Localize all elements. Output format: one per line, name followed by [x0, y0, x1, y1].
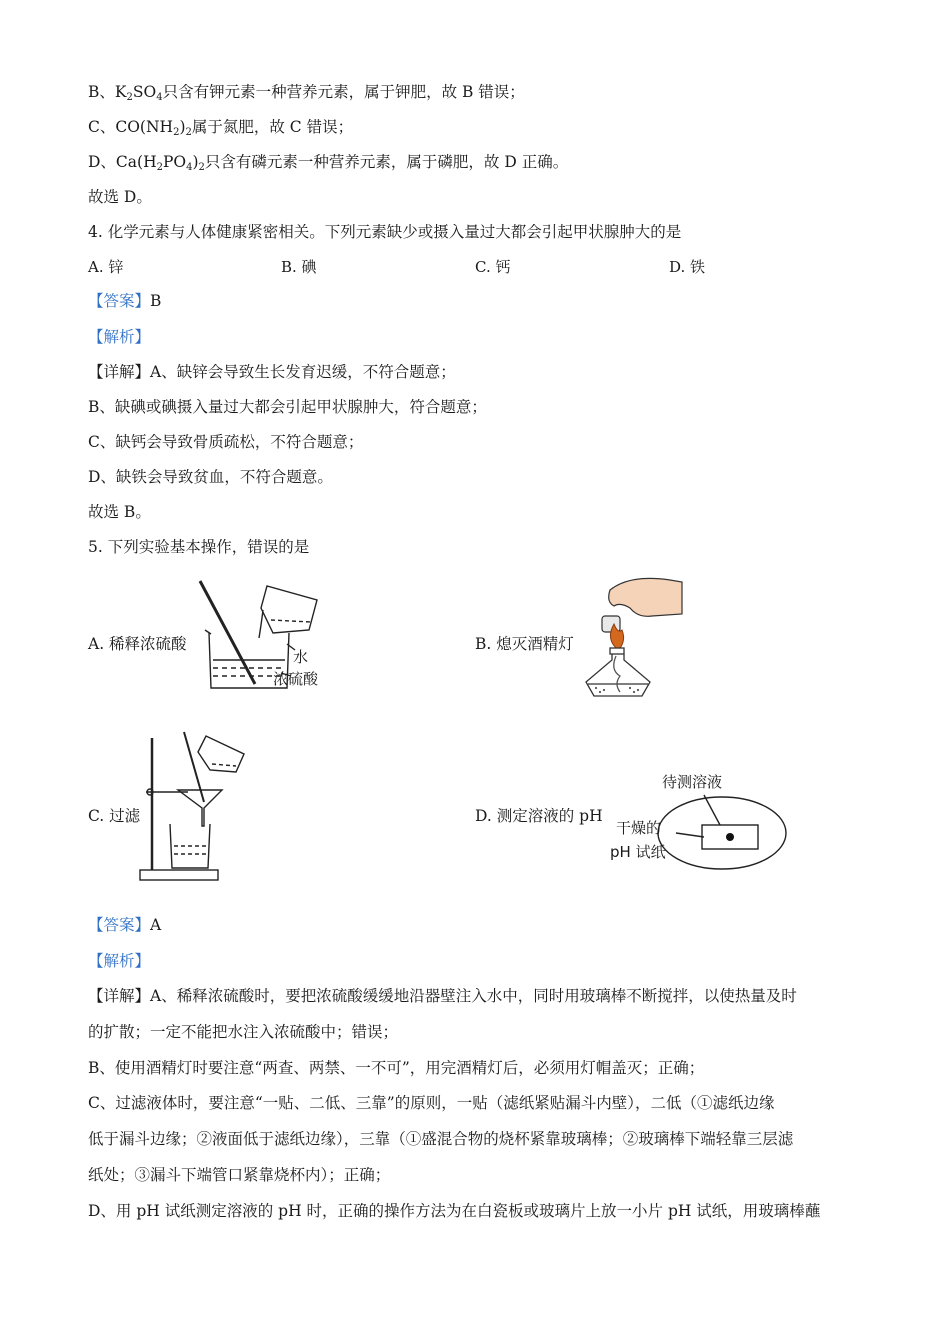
q5-analysis-tag: 【解析】: [88, 952, 151, 970]
q4-answer: [88, 290, 161, 312]
q5-option-c-label: C. 过滤: [88, 807, 141, 825]
answer-tag: 【答案】: [88, 292, 151, 310]
answer-value: B: [150, 292, 162, 310]
q5-stem: 5. 下列实验基本操作，错误的是: [88, 538, 310, 556]
answer-tag: 【答案】: [88, 916, 151, 934]
q4-stem: 4. 化学元素与人体健康紧密相关。下列元素缺少或摄入量过大都会引起甲状腺肿大的是: [88, 223, 682, 241]
label-ph-paper: pH 试纸: [610, 843, 666, 861]
figure-alcohol-lamp: [580, 572, 690, 697]
label-test-solution: 待测溶液: [662, 773, 723, 791]
q5-detail-d-1: D、用 pH 试纸测定溶液的 pH 时，正确的操作方法为在白瓷板或玻璃片上放一小片 pH 试纸，用玻璃棒蘸: [88, 1202, 821, 1220]
q3-option-c-explanation: C、$CO(NH_2)_2$属于氮肥，故 C 错误；: [88, 118, 354, 138]
q4-detail-c: C、缺钙会导致骨质疏松，不符合题意；: [88, 433, 364, 451]
q5-answer: [88, 914, 161, 936]
q5-detail-a-1: 【详解】A、稀释浓硫酸时，要把浓硫酸缓缓地沿器壁注入水中，同时用玻璃棒不断搅拌，以使热量及时: [88, 987, 797, 1005]
q3-option-b-explanation: B、$K_2SO_4$只含有钾元素一种营养元素，属于钾肥，故 B 错误；: [88, 83, 525, 103]
q4-analysis-tag: 【解析】: [88, 328, 151, 346]
label-water: 水: [293, 648, 309, 666]
figure-dilute-acid: [195, 578, 335, 693]
q5-option-a-label: A. 稀释浓硫酸: [88, 635, 187, 653]
q3-conclusion: 故选 D。: [88, 188, 152, 206]
q4-detail-a: 【详解】A、缺锌会导致生长发育迟缓，不符合题意；: [88, 363, 456, 381]
answer-value: A: [150, 916, 162, 934]
q5-detail-a-2: 的扩散；一定不能把水注入浓硫酸中；错误；: [88, 1023, 399, 1041]
q4-option-c: C. 钙: [475, 258, 511, 276]
q4-conclusion: 故选 B。: [88, 503, 151, 521]
q5-option-d-label: D. 测定溶液的 pH: [475, 807, 603, 825]
figure-ph-test: [610, 765, 790, 870]
detail-tag: 【详解】: [88, 987, 151, 1005]
label-dry: 干燥的: [616, 819, 662, 837]
detail-tag: 【详解】: [88, 363, 151, 381]
q5-detail-c-2: 低于漏斗边缘；②液面低于滤纸边缘），三靠（①盛混合物的烧杯紧靠玻璃棒；②玻璃棒下端轻靠三层滤: [88, 1130, 794, 1148]
q4-option-a: A. 锌: [88, 258, 124, 276]
q4-detail-d: D、缺铁会导致贫血，不符合题意。: [88, 468, 333, 486]
q4-option-b: B. 碘: [281, 258, 317, 276]
label-concentrated-acid: 浓硫酸: [273, 670, 319, 688]
figure-filtration: [140, 728, 250, 883]
q5-option-b-label: B. 熄灭酒精灯: [475, 635, 574, 653]
hand-icon: [609, 578, 682, 616]
q4-detail-b: B、缺碘或碘摄入量过大都会引起甲状腺肿大，符合题意；: [88, 398, 487, 416]
q4-option-d: D. 铁: [669, 258, 706, 276]
q5-detail-c-3: 纸处；③漏斗下端管口紧靠烧杯内）；正确；: [88, 1166, 391, 1184]
q5-detail-b: B、使用酒精灯时要注意“两查、两禁、一不可”，用完酒精灯后，必须用灯帽盖灭；正确；: [88, 1059, 705, 1077]
q3-option-d-explanation: D、$Ca(H_2PO_4)_2$只含有磷元素一种营养元素，属于磷肥，故 D 正确。: [88, 153, 569, 173]
drop-icon: [726, 833, 734, 841]
q5-detail-c-1: C、过滤液体时，要注意“一贴、二低、三靠”的原则，一贴（滤纸紧贴漏斗内壁），二低（①滤纸边缘: [88, 1094, 775, 1112]
